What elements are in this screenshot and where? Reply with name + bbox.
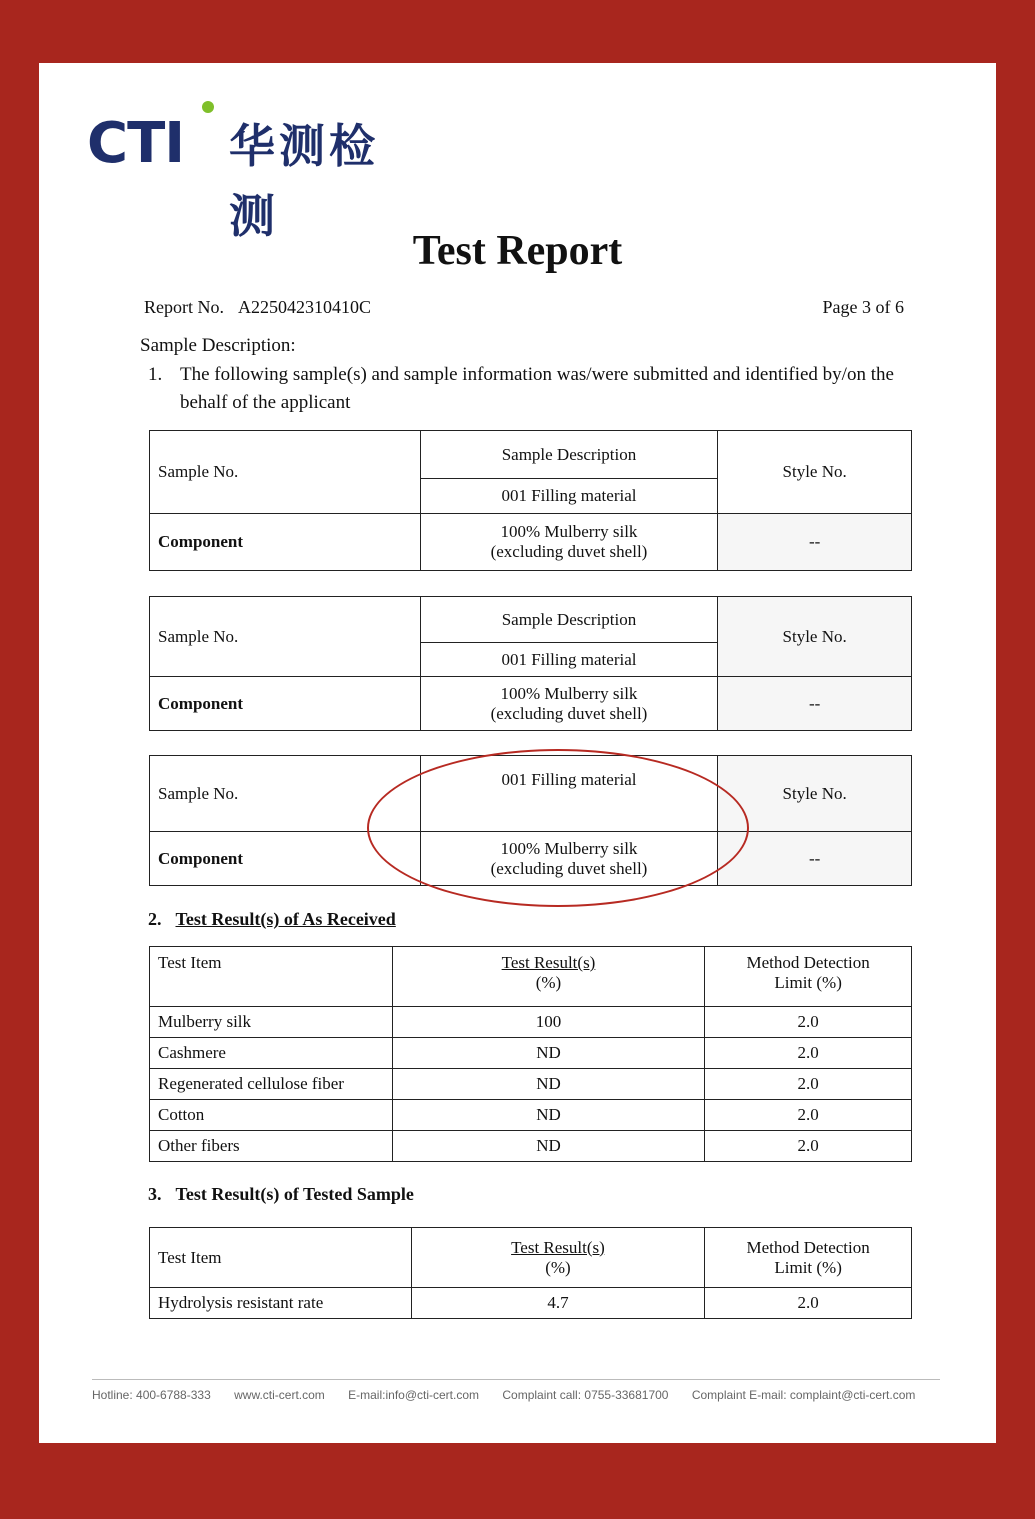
row-mdl: 2.0 xyxy=(705,1007,912,1038)
component-label: Component xyxy=(150,832,421,886)
footer-email[interactable]: E-mail:info@cti-cert.com xyxy=(348,1388,480,1402)
table-row xyxy=(150,1288,912,1319)
header-test-result xyxy=(392,947,705,1007)
sample-table-b xyxy=(149,596,912,731)
sample-description-header: Sample Description xyxy=(420,597,718,643)
item-number: 1. xyxy=(148,364,163,385)
row-result: ND xyxy=(392,1069,705,1100)
row-result: 100 xyxy=(392,1007,705,1038)
header-mdl xyxy=(705,1228,912,1288)
style-value: -- xyxy=(718,832,912,886)
component-value-line2: (excluding duvet shell) xyxy=(490,858,648,878)
section-2-heading xyxy=(148,909,396,930)
component-label: Component xyxy=(150,514,421,571)
report-number xyxy=(144,297,371,318)
page-title: Test Report xyxy=(412,228,623,274)
row-item: Regenerated cellulose fiber xyxy=(150,1069,393,1100)
sample-no-label: Sample No. xyxy=(150,756,421,832)
sample-table-a xyxy=(149,430,912,571)
footer xyxy=(92,1388,992,1402)
component-value-line2: (excluding duvet shell) xyxy=(490,703,648,723)
sample-value: 001 Filling material xyxy=(420,643,718,677)
sample-description-header: Sample Description xyxy=(420,431,718,479)
row-mdl: 2.0 xyxy=(705,1038,912,1069)
section-2-title: Test Result(s) of As Received xyxy=(175,909,396,929)
footer-complaint-call: Complaint call: 0755-33681700 xyxy=(502,1388,669,1402)
sample-description-item xyxy=(148,361,908,417)
component-value xyxy=(420,677,718,731)
cti-logo xyxy=(87,101,427,243)
results-as-received-table xyxy=(149,946,912,1162)
style-value: -- xyxy=(718,677,912,731)
item-text: The following sample(s) and sample information was/were submitted and identified by/on the behalf of the applicant xyxy=(180,364,894,413)
section-2-number: 2. xyxy=(148,909,162,929)
table-row xyxy=(150,1131,912,1162)
footer-website[interactable]: www.cti-cert.com xyxy=(234,1388,325,1402)
logo-dot-icon xyxy=(202,101,214,113)
sample-value: 001 Filling material xyxy=(420,756,718,832)
header-test-result-line1: Test Result(s) xyxy=(501,953,596,972)
report-page xyxy=(39,63,996,1443)
section-3-title: Test Result(s) of Tested Sample xyxy=(175,1184,414,1204)
row-item: Hydrolysis resistant rate xyxy=(150,1288,412,1319)
header-mdl-line1: Method Detection xyxy=(746,953,870,972)
section-3-number: 3. xyxy=(148,1184,162,1204)
logo-brand: CTI xyxy=(87,111,185,176)
page-number: Page 3 of 6 xyxy=(822,297,904,317)
sample-no-label: Sample No. xyxy=(150,597,421,677)
row-mdl: 2.0 xyxy=(705,1100,912,1131)
sample-value: 001 Filling material xyxy=(420,479,718,514)
table-row xyxy=(150,1100,912,1131)
footer-hotline: Hotline: 400-6788-333 xyxy=(92,1388,211,1402)
report-no-label: Report No. xyxy=(144,297,224,317)
component-value-line1: 100% Mulberry silk xyxy=(500,522,638,541)
row-mdl: 2.0 xyxy=(705,1288,912,1319)
row-mdl: 2.0 xyxy=(705,1069,912,1100)
row-result: ND xyxy=(392,1100,705,1131)
footer-complaint-email[interactable]: Complaint E-mail: complaint@cti-cert.com xyxy=(691,1388,916,1402)
section-3-heading xyxy=(148,1184,414,1205)
row-item: Cotton xyxy=(150,1100,393,1131)
table-row xyxy=(150,1007,912,1038)
table-row xyxy=(150,1038,912,1069)
row-item: Cashmere xyxy=(150,1038,393,1069)
header-test-result-line1: Test Result(s) xyxy=(511,1237,605,1257)
row-item: Mulberry silk xyxy=(150,1007,393,1038)
component-value-line1: 100% Mulberry silk xyxy=(500,838,638,858)
sample-no-label: Sample No. xyxy=(150,431,421,514)
style-value: -- xyxy=(718,514,912,571)
style-no-label: Style No. xyxy=(718,756,912,832)
header-mdl xyxy=(705,947,912,1007)
header-test-result-line2: (%) xyxy=(535,973,562,992)
row-mdl: 2.0 xyxy=(705,1131,912,1162)
style-no-label: Style No. xyxy=(718,431,912,514)
logo-chinese: 华测检测 xyxy=(229,119,379,243)
row-item: Other fibers xyxy=(150,1131,393,1162)
row-result: ND xyxy=(392,1038,705,1069)
header-mdl-line2: Limit (%) xyxy=(774,973,842,992)
component-value xyxy=(420,514,718,571)
component-value-line2: (excluding duvet shell) xyxy=(490,542,648,561)
component-value xyxy=(420,832,718,886)
header-test-result-line2: (%) xyxy=(545,1257,571,1277)
footer-divider xyxy=(92,1379,940,1380)
sample-table-c xyxy=(149,755,912,886)
row-result: ND xyxy=(392,1131,705,1162)
report-no-value: A225042310410C xyxy=(238,297,372,317)
header-mdl-line1: Method Detection xyxy=(746,1237,870,1257)
header-test-item: Test Item xyxy=(150,1228,412,1288)
table-row xyxy=(150,1069,912,1100)
component-value-line1: 100% Mulberry silk xyxy=(500,683,638,703)
results-tested-sample-table xyxy=(149,1227,912,1319)
header-mdl-line2: Limit (%) xyxy=(774,1257,842,1277)
row-result: 4.7 xyxy=(411,1288,705,1319)
style-no-label: Style No. xyxy=(718,597,912,677)
header-test-item: Test Item xyxy=(150,947,393,1007)
sample-description-title: Sample Description: xyxy=(140,335,296,356)
header-test-result xyxy=(411,1228,705,1288)
component-label: Component xyxy=(150,677,421,731)
